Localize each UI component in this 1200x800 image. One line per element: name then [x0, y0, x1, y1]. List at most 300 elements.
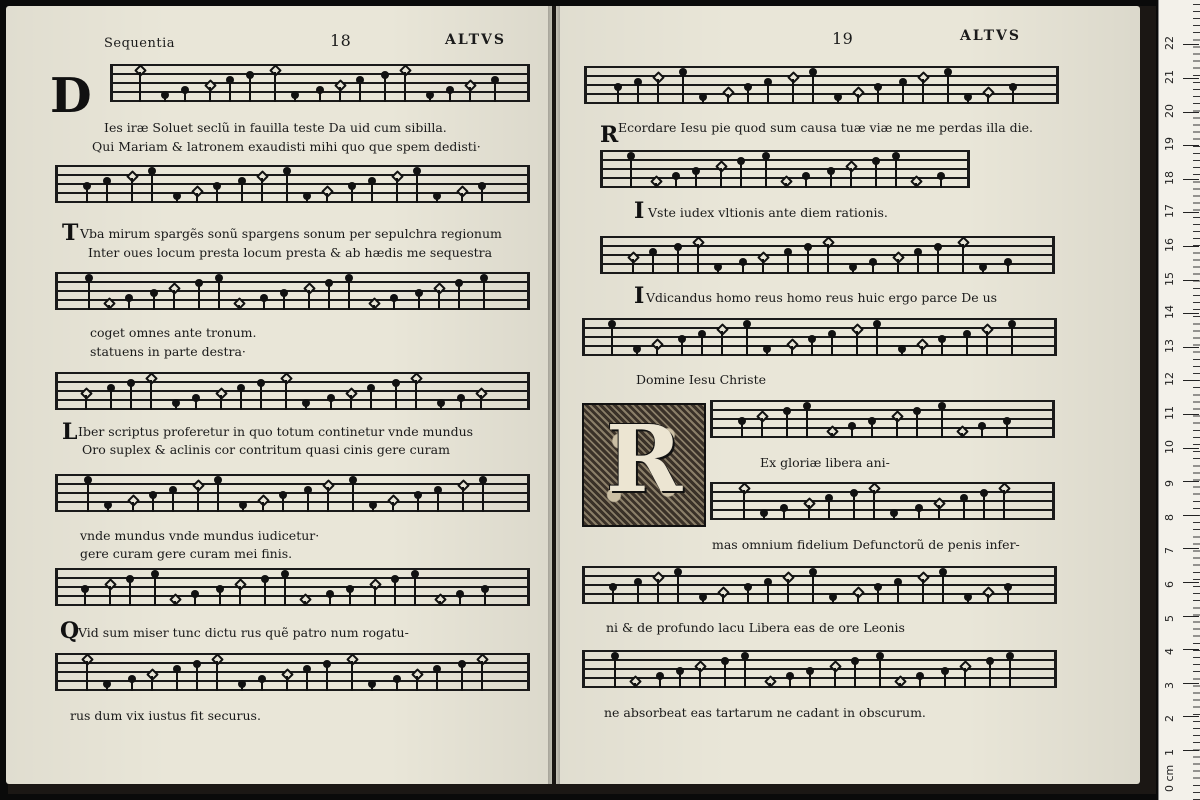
- note-stem: [805, 178, 807, 188]
- note-stem: [966, 336, 968, 356]
- note-stem: [941, 341, 943, 356]
- note-stem: [242, 507, 244, 512]
- note-stem: [86, 188, 88, 203]
- note-stem: [611, 326, 613, 356]
- ruler-number: 3: [1163, 681, 1176, 689]
- note-stem: [415, 380, 417, 410]
- measurement-ruler: [1158, 0, 1200, 800]
- note-stem: [88, 280, 90, 310]
- ruler-number: 13: [1163, 338, 1176, 353]
- note-stem: [286, 676, 288, 691]
- book-gutter: [548, 6, 560, 784]
- note-stem: [481, 661, 483, 691]
- note-stem: [791, 346, 793, 356]
- note-stem: [983, 495, 985, 520]
- note-stem: [761, 418, 763, 438]
- note-stem: [679, 673, 681, 688]
- note-stem: [852, 269, 854, 274]
- lyric-line: ne absorbeat eas tartarum ne cadant in obscurum.: [604, 705, 926, 720]
- note-stem: [675, 178, 677, 188]
- note-stem: [348, 280, 350, 310]
- note-stem: [989, 663, 991, 688]
- note-stem: [986, 331, 988, 356]
- ruler-unit-label: 0 cm: [1163, 764, 1176, 792]
- ruler-number: 16: [1163, 238, 1176, 252]
- ruler-tick: [1183, 414, 1199, 415]
- ruler-number: 12: [1163, 372, 1176, 387]
- note-stem: [151, 173, 153, 203]
- note-stem: [438, 290, 440, 310]
- decorated-initial-woodcut: [582, 403, 706, 527]
- section-label: Sequentia: [104, 36, 175, 51]
- note-stem: [871, 423, 873, 438]
- note-stem: [151, 676, 153, 691]
- note-stem: [176, 198, 178, 203]
- note-stem: [964, 668, 966, 688]
- note-stem: [86, 661, 88, 691]
- note-stem: [1011, 326, 1013, 356]
- note-stem: [612, 589, 614, 604]
- note-stem: [184, 92, 186, 102]
- lyric-line: mas omnium fidelium Defunctorũ de penis infer-: [712, 537, 1020, 552]
- ruler-number: 10: [1163, 439, 1176, 454]
- initial-letter: L: [62, 419, 78, 445]
- ruler-tick: [1183, 179, 1199, 180]
- ruler-tick: [1183, 683, 1199, 684]
- note-stem: [902, 84, 904, 104]
- note-stem: [809, 673, 811, 688]
- lyric-line: ni & de profundo lacu Libera eas de ore Leonis: [606, 620, 905, 635]
- note-stem: [484, 591, 486, 606]
- note-stem: [806, 408, 808, 438]
- note-stem: [394, 581, 396, 606]
- lyric-line: Domine Iesu Christe: [636, 372, 767, 387]
- note-stem: [395, 385, 397, 410]
- note-stem: [106, 183, 108, 203]
- initial-letter: T: [62, 220, 79, 246]
- ruler-number: 8: [1163, 513, 1176, 521]
- note-stem: [370, 390, 372, 410]
- note-stem: [282, 497, 284, 512]
- note-stem: [637, 84, 639, 104]
- note-stem: [85, 395, 87, 410]
- note-stem: [967, 599, 969, 604]
- note-stem: [827, 244, 829, 274]
- note-stem: [944, 673, 946, 688]
- music-staff: [55, 272, 530, 312]
- note-stem: [283, 295, 285, 310]
- note-stem: [418, 295, 420, 310]
- music-staff: [582, 318, 1057, 358]
- ruler-tick: [1183, 649, 1199, 650]
- note-stem: [856, 331, 858, 356]
- note-stem: [850, 168, 852, 188]
- note-stem: [129, 581, 131, 606]
- note-stem: [617, 89, 619, 104]
- note-stem: [132, 502, 134, 512]
- lyric-line: coget omnes ante tronum.: [90, 325, 257, 340]
- note-stem: [371, 686, 373, 691]
- initial-letter: I: [634, 198, 645, 224]
- lyric-line: statuens in parte destra·: [90, 344, 246, 359]
- initial-letter: R: [600, 122, 619, 148]
- note-stem: [697, 244, 699, 274]
- note-stem: [915, 183, 917, 188]
- note-stem: [893, 515, 895, 520]
- music-staff: [110, 64, 530, 104]
- note-stem: [742, 264, 744, 274]
- note-stem: [261, 178, 263, 203]
- note-stem: [154, 576, 156, 606]
- ruler-tick: [1183, 380, 1199, 381]
- note-stem: [785, 183, 787, 188]
- note-stem: [229, 82, 231, 102]
- note-stem: [941, 408, 943, 438]
- note-stem: [636, 351, 638, 356]
- note-stem: [783, 510, 785, 520]
- note-stem: [762, 259, 764, 274]
- note-stem: [877, 589, 879, 604]
- ruler-number: 4: [1163, 648, 1176, 656]
- note-stem: [717, 269, 719, 274]
- note-stem: [373, 305, 375, 310]
- note-stem: [677, 574, 679, 604]
- ruler-tick: [1183, 582, 1199, 583]
- note-stem: [359, 82, 361, 102]
- initial-letter: D: [50, 68, 92, 124]
- note-stem: [372, 507, 374, 512]
- note-stem: [812, 74, 814, 104]
- note-stem: [741, 423, 743, 438]
- note-stem: [284, 576, 286, 606]
- note-stem: [416, 173, 418, 203]
- note-stem: [153, 295, 155, 310]
- note-stem: [1009, 658, 1011, 688]
- ruler-number: 5: [1163, 614, 1176, 622]
- note-stem: [306, 671, 308, 691]
- page-number-left: 18: [330, 31, 352, 50]
- music-staff: [600, 236, 1055, 276]
- note-stem: [240, 390, 242, 410]
- note-stem: [440, 405, 442, 410]
- ruler-number: 22: [1163, 36, 1176, 51]
- note-stem: [1003, 490, 1005, 520]
- note-stem: [922, 579, 924, 604]
- lyric-line: Qui Mariam & latronem exaudisti mihi quo que spem dedisti·: [92, 139, 481, 154]
- note-stem: [374, 586, 376, 606]
- note-stem: [239, 586, 241, 606]
- note-stem: [329, 596, 331, 606]
- note-stem: [896, 418, 898, 438]
- note-stem: [107, 507, 109, 512]
- ruler-tick: [1183, 515, 1199, 516]
- note-stem: [837, 99, 839, 104]
- note-stem: [677, 249, 679, 274]
- music-staff: [600, 150, 970, 190]
- ruler-tick: [1183, 212, 1199, 213]
- lyric-line: Vid sum miser tunc dictu rus quẽ patro num rogatu-: [78, 625, 409, 640]
- ruler-number: 20: [1163, 103, 1176, 118]
- note-stem: [765, 158, 767, 188]
- note-stem: [831, 336, 833, 356]
- note-stem: [921, 346, 923, 356]
- note-stem: [176, 671, 178, 691]
- note-stem: [1012, 89, 1014, 104]
- note-stem: [339, 87, 341, 102]
- note-stem: [702, 599, 704, 604]
- note-stem: [695, 173, 697, 188]
- ruler-tick: [1183, 112, 1199, 113]
- ruler-tick: [1183, 347, 1199, 348]
- lyric-line: Ies iræ Soluet seclũ in fauilla teste Da uid cum sibilla.: [104, 120, 447, 135]
- ruler-number: 15: [1163, 271, 1176, 286]
- voice-label-right: ALTVS: [960, 28, 1021, 44]
- note-stem: [722, 594, 724, 604]
- ruler-number: 14: [1163, 305, 1176, 320]
- ruler-number: 1: [1163, 749, 1176, 756]
- note-stem: [437, 492, 439, 512]
- music-staff: [55, 474, 530, 514]
- ruler-number: 21: [1163, 70, 1176, 84]
- note-stem: [482, 482, 484, 512]
- ruler-tick: [1183, 548, 1199, 549]
- note-stem: [494, 82, 496, 102]
- note-stem: [417, 497, 419, 512]
- note-stem: [174, 601, 176, 606]
- music-staff: [582, 566, 1057, 606]
- note-stem: [307, 492, 309, 512]
- note-stem: [747, 589, 749, 604]
- note-stem: [879, 658, 881, 688]
- note-stem: [922, 79, 924, 104]
- note-stem: [350, 395, 352, 410]
- ruler-tick: [1183, 44, 1199, 45]
- ruler-number: 11: [1163, 406, 1176, 420]
- note-stem: [853, 495, 855, 520]
- ruler-tick: [1183, 313, 1199, 314]
- note-stem: [436, 198, 438, 203]
- note-stem: [634, 683, 636, 688]
- note-stem: [460, 400, 462, 410]
- note-stem: [1007, 264, 1009, 274]
- note-stem: [139, 72, 141, 102]
- note-stem: [808, 505, 810, 520]
- note-stem: [630, 158, 632, 188]
- note-stem: [209, 87, 211, 102]
- note-stem: [857, 94, 859, 104]
- note-stem: [701, 336, 703, 356]
- music-staff: [55, 568, 530, 608]
- note-stem: [319, 92, 321, 102]
- note-stem: [264, 581, 266, 606]
- note-stem: [916, 413, 918, 438]
- note-stem: [897, 259, 899, 274]
- note-stem: [1007, 589, 1009, 604]
- note-stem: [349, 591, 351, 606]
- note-stem: [108, 305, 110, 310]
- note-stem: [218, 280, 220, 310]
- note-stem: [766, 351, 768, 356]
- note-stem: [84, 591, 86, 606]
- note-stem: [786, 413, 788, 438]
- note-stem: [217, 482, 219, 512]
- note-stem: [393, 300, 395, 310]
- note-stem: [216, 661, 218, 691]
- note-stem: [789, 678, 791, 688]
- note-stem: [632, 259, 634, 274]
- note-stem: [1006, 423, 1008, 438]
- music-staff: [582, 650, 1057, 690]
- ruler-number: 19: [1163, 137, 1176, 152]
- note-stem: [261, 681, 263, 691]
- note-stem: [351, 661, 353, 691]
- note-stem: [724, 663, 726, 688]
- note-stem: [962, 244, 964, 274]
- note-stem: [787, 579, 789, 604]
- note-stem: [196, 666, 198, 691]
- note-stem: [831, 433, 833, 438]
- note-stem: [216, 188, 218, 203]
- ruler-number: 17: [1163, 204, 1176, 219]
- music-staff: [584, 66, 1059, 106]
- note-stem: [262, 502, 264, 512]
- note-stem: [987, 94, 989, 104]
- note-stem: [249, 77, 251, 102]
- note-stem: [351, 188, 353, 203]
- note-stem: [851, 428, 853, 438]
- note-stem: [330, 400, 332, 410]
- note-stem: [195, 400, 197, 410]
- note-stem: [458, 285, 460, 310]
- note-stem: [461, 666, 463, 691]
- note-stem: [763, 515, 765, 520]
- note-stem: [197, 487, 199, 512]
- ruler-number: 9: [1163, 480, 1176, 488]
- note-stem: [196, 193, 198, 203]
- music-staff: [55, 165, 530, 205]
- note-stem: [172, 492, 174, 512]
- note-stem: [987, 594, 989, 604]
- note-stem: [614, 658, 616, 688]
- ruler-tick: [1183, 481, 1199, 482]
- note-stem: [875, 163, 877, 188]
- note-stem: [811, 341, 813, 356]
- note-stem: [917, 254, 919, 274]
- note-stem: [483, 280, 485, 310]
- ruler-tick: [1183, 145, 1199, 146]
- note-stem: [429, 97, 431, 102]
- note-stem: [481, 188, 483, 203]
- note-stem: [981, 428, 983, 438]
- note-stem: [238, 305, 240, 310]
- note-stem: [743, 490, 745, 520]
- note-stem: [834, 668, 836, 688]
- note-stem: [461, 193, 463, 203]
- note-stem: [328, 285, 330, 310]
- note-stem: [294, 97, 296, 102]
- note-stem: [830, 173, 832, 188]
- note-stem: [392, 502, 394, 512]
- note-stem: [87, 482, 89, 512]
- note-stem: [746, 326, 748, 356]
- note-stem: [787, 254, 789, 274]
- note-stem: [681, 341, 683, 356]
- note-stem: [899, 683, 901, 688]
- note-stem: [164, 97, 166, 102]
- note-stem: [480, 395, 482, 410]
- note-stem: [436, 671, 438, 691]
- note-stem: [462, 487, 464, 512]
- note-stem: [918, 510, 920, 520]
- music-staff: [710, 482, 1055, 522]
- note-stem: [942, 574, 944, 604]
- note-stem: [963, 500, 965, 520]
- note-stem: [744, 658, 746, 688]
- ruler-number: 2: [1163, 715, 1176, 723]
- note-stem: [807, 249, 809, 274]
- ruler-tick: [1183, 616, 1199, 617]
- note-stem: [895, 158, 897, 188]
- note-stem: [198, 285, 200, 310]
- note-stem: [305, 405, 307, 410]
- note-stem: [469, 87, 471, 102]
- note-stem: [857, 594, 859, 604]
- note-stem: [656, 346, 658, 356]
- note-stem: [699, 668, 701, 688]
- note-stem: [416, 676, 418, 691]
- note-stem: [260, 385, 262, 410]
- lyric-line: gere curam gere curam mei finis.: [80, 546, 293, 561]
- ruler-tick: [1183, 716, 1199, 717]
- note-stem: [919, 678, 921, 688]
- note-stem: [873, 490, 875, 520]
- note-stem: [854, 663, 856, 688]
- note-stem: [396, 681, 398, 691]
- note-stem: [937, 249, 939, 274]
- note-stem: [106, 686, 108, 691]
- initial-letter: Q: [60, 618, 80, 644]
- ruler-tick: [1183, 280, 1199, 281]
- note-stem: [637, 584, 639, 604]
- woodcut-initial-letter: R: [605, 405, 683, 513]
- voice-label-left: ALTVS: [445, 32, 506, 48]
- note-stem: [449, 92, 451, 102]
- note-stem: [306, 198, 308, 203]
- note-stem: [828, 500, 830, 520]
- lyric-line: Ecordare Iesu pie quod sum causa tuæ viæ ne me perdas illa die.: [618, 120, 1033, 135]
- lyric-line: Oro suplex & aclinis cor contritum quasi cinis gere curam: [82, 442, 450, 457]
- page-number-right: 19: [832, 29, 854, 48]
- lyric-line: Inter oues locum presta locum presta & ab hædis me sequestra: [88, 245, 493, 260]
- note-stem: [130, 385, 132, 410]
- note-stem: [352, 482, 354, 512]
- note-stem: [876, 326, 878, 356]
- note-stem: [652, 254, 654, 274]
- ruler-tick: [1183, 78, 1199, 79]
- note-stem: [194, 596, 196, 606]
- note-stem: [241, 686, 243, 691]
- note-stem: [769, 683, 771, 688]
- note-stem: [274, 72, 276, 102]
- note-stem: [877, 89, 879, 104]
- ruler-tick: [1183, 750, 1199, 751]
- note-stem: [286, 173, 288, 203]
- note-stem: [439, 601, 441, 606]
- ruler-tick: [1183, 246, 1199, 247]
- note-stem: [326, 666, 328, 691]
- note-stem: [219, 591, 221, 606]
- note-stem: [792, 79, 794, 104]
